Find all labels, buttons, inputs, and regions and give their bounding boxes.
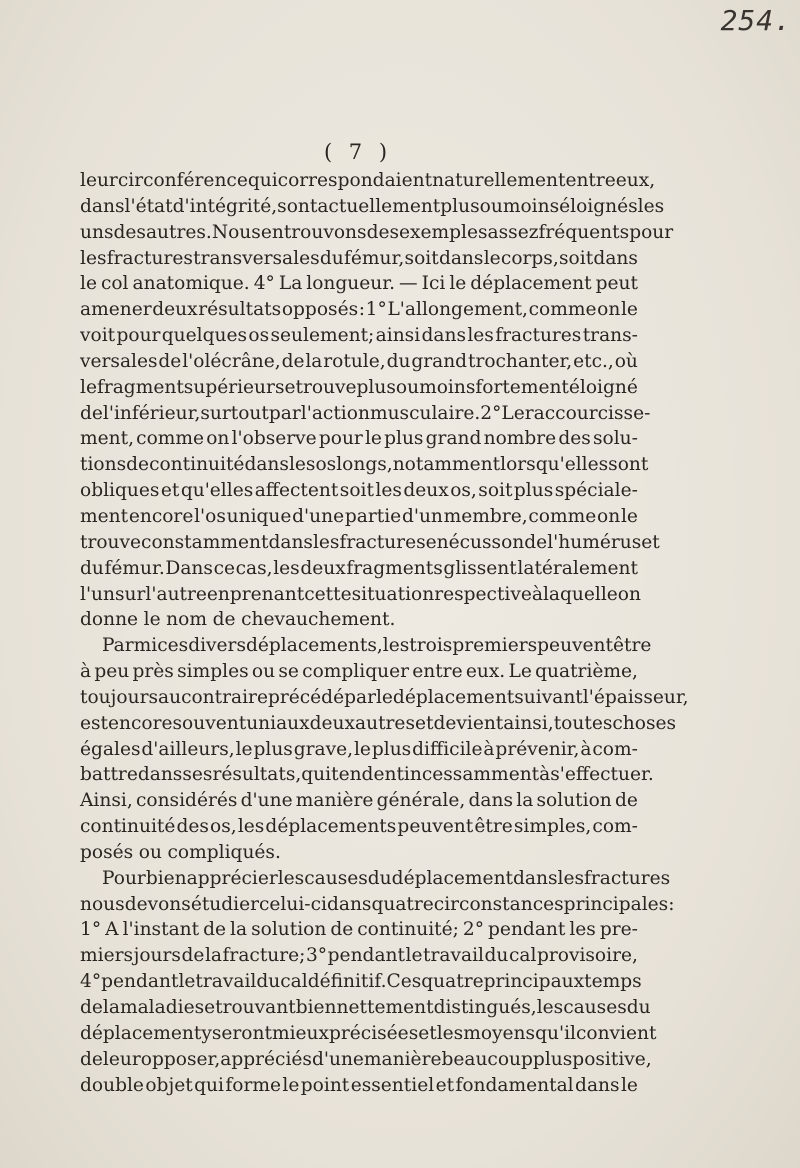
text-line: à peu près simples ou se compliquer entre eux. Le quatrième,	[80, 661, 638, 683]
text-line: donne le nom de chevauchement.	[80, 609, 396, 631]
text-line: Parmi ces divers déplacements, les trois premiers peuvent être	[102, 635, 652, 657]
text-line: tions de continuité dans les os longs, notamment lorsqu'elles sont	[80, 454, 649, 476]
text-line: de l'inférieur, surtout par l'action musculaire. 2° Le raccourcisse-	[80, 402, 651, 424]
folio-number: 254.	[720, 4, 792, 37]
text-line: de leur opposer, appréciés d'une manière beaucoup plus positive,	[80, 1048, 652, 1070]
text-line: Pour bien apprécier les causes du déplacement dans les fractures	[102, 867, 671, 889]
text-line: déplacement y seront mieux précisées et les moyens qu'il convient	[80, 1022, 657, 1044]
text-line: ment, comme on l'observe pour le plus grand nombre des solu-	[80, 428, 638, 450]
text-line: nous devons étudier celui-ci dans quatre circonstances principales :	[80, 893, 675, 915]
text-line: le fragment supérieur se trouve plus ou moins fortement éloigné	[80, 376, 638, 398]
text-line: de la maladie se trouvant bien nettement distingués, les causes du	[80, 997, 651, 1018]
text-line: continuité des os, les déplacements peuvent être simples, com-	[80, 816, 638, 838]
text-line: versales de l'olécrâne, de la rotule, du grand trochanter, etc., où	[80, 350, 638, 372]
text-line: Ainsi, considérés d'une manière générale, dans la solution de	[80, 790, 638, 812]
text-line: du fémur. Dans ce cas, les deux fragments glissent latéralement	[80, 557, 638, 579]
text-line: le col anatomique. 4° La longueur. — Ici le déplacement peut	[80, 273, 638, 295]
text-line: 1° A l'instant de la solution de continuité; 2° pendant les pre-	[80, 919, 638, 941]
text-line: uns des autres. Nous en trouvons des exemples assez fréquents pour	[80, 221, 674, 243]
text-line: obliques et qu'elles affectent soit les deux os, soit plus spéciale-	[80, 480, 638, 502]
text-line: égales d'ailleurs, le plus grave, le plus difficile à prévenir, à com-	[80, 738, 638, 760]
text-line: miers jours de la fracture; 3° pendant le travail du cal provisoire,	[80, 945, 638, 967]
text-line: l'un sur l'autre en prenant cette situation respective à laquelle on	[80, 583, 641, 605]
text-line: est encore souvent uni aux deux autres et devient ainsi, toutes choses	[80, 712, 677, 734]
page-number: ( 7 )	[323, 140, 393, 164]
text-line: toujours au contraire précédé par le déplacement suivant l'épaisseur,	[80, 686, 689, 708]
text-line: 4° pendant le travail du cal définitif. Ces quatre principaux temps	[80, 971, 642, 993]
text-line: voit pour quelques os seulement; ainsi dans les fractures trans-	[80, 325, 638, 347]
text-line: dans l'état d'intégrité, sont actuellement plus ou moins éloignés les	[80, 195, 665, 217]
text-line: trouve constamment dans les fractures en écusson de l'humérus et	[80, 531, 660, 553]
body-text	[80, 168, 689, 1098]
text-line: ment encore l'os unique d'une partie d'un membre, comme on le	[80, 505, 638, 527]
text-line: leur circonférence qui correspondaient naturellement entre eux,	[80, 170, 656, 191]
text-line: double objet qui forme le point essentiel et fondamental dans le	[80, 1074, 638, 1096]
text-line: amener deux résultats opposés : 1° L'allongement, comme on le	[80, 299, 638, 321]
text-line: les fractures transversales du fémur, soit dans le corps, soit dans	[80, 247, 638, 269]
text-line: battre dans ses résultats, qui tendent incessamment à s'effectuer.	[80, 764, 654, 786]
text-line: posés ou compliqués.	[80, 841, 281, 863]
